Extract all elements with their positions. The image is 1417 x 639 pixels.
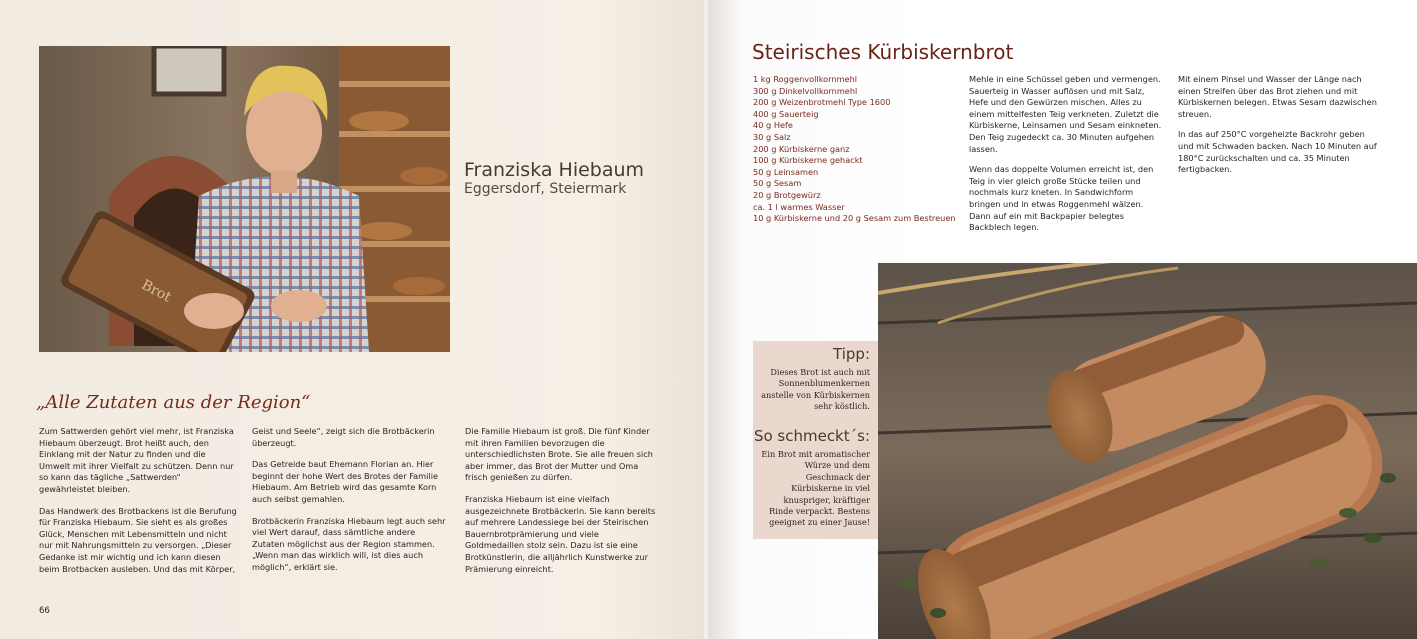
instructions-column-2 <box>1178 74 1378 185</box>
paragraph: Franziska Hiebaum ist eine vielfach ausgezeichnete Brotbäckerin. Sie kann bereits auf mehrere Landessiege bei der Steirischen Bauernbrotprämierung und viele Goldmedaillen stolz sein. Dazu ist sie eine Brotkünstlerin, die alljährlich Kunstwerke zur Prämierung einreicht. <box>465 493 656 574</box>
ingredient-item: 400 g Sauerteig <box>753 108 819 119</box>
ingredient-list <box>753 74 956 225</box>
ingredient-item: 40 g Hefe <box>753 120 793 131</box>
tip-text: Dieses Brot ist auch mit Sonnenblumenkernen anstelle von Kürbiskernen sehr köstlich. <box>761 367 870 412</box>
ingredient-item: 200 g Weizenbrotmehl Type 1600 <box>753 97 891 108</box>
ingredient-item: ca. 1 l warmes Wasser <box>753 201 845 212</box>
paragraph: Brotbäckerin Franziska Hiebaum legt auch sehr viel Wert darauf, dass sämtliche andere Zutaten möglichst aus der Region stammen. „Wenn man das wirklich will, ist dies auch möglich“, erklärt sie. <box>252 515 446 572</box>
instructions-column-1 <box>969 74 1164 243</box>
svg-text:Brot: Brot <box>138 276 174 306</box>
paragraph: Das Handwerk des Brotbackens ist die Berufung für Franziska Hiebaum. Sie sieht es als großes Glück, Menschen mit Lebensmitteln und nicht nur mit Nahrungsmitteln zu versorgen. „Dieser Gedanke ist mir wichtig und ich kann diesen beim Brotbacken ausleben. Und das mit Körper, <box>39 505 237 574</box>
tip-box <box>753 341 878 539</box>
instruction-step: Mit einem Pinsel und Wasser der Länge nach einen Streifen über das Brot ziehen und mit Kürbiskernen belegen. Etwas Sesam dazwischen streuen. <box>1178 74 1377 119</box>
baker-portrait-photo <box>39 46 450 352</box>
person-place: Eggersdorf, Steiermark <box>464 181 627 197</box>
bread-photo <box>878 263 1417 639</box>
text-column-3 <box>465 426 660 585</box>
instruction-step: Mehle in eine Schüssel geben und vermengen. Sauerteig in Wasser auflösen und mit Salz, Hefe und den Gewürzen mischen. Alles zu einem mittelfesten Teig verkneten. Zuletzt die Kürbiskerne, Leinsamen und Sesam einkneten. Den Teig zugedeckt ca. 30 Minuten aufgehen lassen. <box>969 74 1162 154</box>
taste-text: Ein Brot mit aromatischer Würze und dem Geschmack der Kürbiskerne in viel knuspriger, kräftiger Rinde verpackt. Bestens geeignet zu einer Jause! <box>761 449 870 528</box>
ingredient-item: 50 g Sesam <box>753 178 802 189</box>
text-column-2 <box>252 426 447 584</box>
paragraph: Geist und Seele“, zeigt sich die Brotbäckerin überzeugt. <box>252 426 435 448</box>
page-number: 66 <box>39 606 50 616</box>
paragraph: Die Familie Hiebaum ist groß. Die fünf Kinder mit ihren Familien bevorzugen die unterschiedlichsten Brote. Sie alle freuen sich aber immer, das Brot der Mutter und Oma frisch genießen zu dürfen. <box>465 426 653 483</box>
ingredient-item: 200 g Kürbiskerne ganz <box>753 143 850 154</box>
ingredient-item: 30 g Salz <box>753 131 791 142</box>
paragraph: Zum Sattwerden gehört viel mehr, ist Franziska Hiebaum überzeugt. Brot heißt auch, den Einklang mit der Natur zu finden und die Umwelt mit ihrer Vielfalt zu schützen. Denn nur so kann das tägliche „Sattwerden“ gewährleistet bleiben. <box>39 426 234 494</box>
tip-title: Tipp: <box>833 345 870 363</box>
text-column-1 <box>39 426 237 585</box>
right-page <box>708 0 1417 639</box>
quote-heading: „Alle Zutaten aus der Region“ <box>36 392 311 413</box>
instruction-step: In das auf 250°C vorgeheizte Backrohr geben und mit Schwaden backen. Nach 10 Minuten auf 180°C zurückschalten und ca. 35 Minuten fertigbacken. <box>1178 129 1377 175</box>
ingredient-item: 20 g Brotgewürz <box>753 189 821 200</box>
taste-title: So schmeckt´s: <box>753 427 870 445</box>
ingredient-item: 300 g Dinkelvollkornmehl <box>753 85 858 96</box>
ingredient-item: 50 g Leinsamen <box>753 166 819 177</box>
left-page <box>0 0 704 639</box>
instruction-step: Wenn das doppelte Volumen erreicht ist, den Teig in vier gleich große Stücke teilen und nochmals kurz kneten. In Sandwichform bringen und in etwas Roggenmehl wälzen. Dann auf ein mit Backpapier belegtes Backblech legen. <box>969 164 1154 233</box>
ingredient-item: 100 g Kürbiskerne gehackt <box>753 155 863 166</box>
paragraph: Das Getreide baut Ehemann Florian an. Hier beginnt der hohe Wert des Brotes der Familie Hiebaum. Am Betrieb wird das gesamte Korn auch selbst gemahlen. <box>252 459 439 504</box>
ingredient-item: 10 g Kürbiskerne und 20 g Sesam zum Bestreuen <box>753 213 956 224</box>
ingredient-item: 1 kg Roggenvollkornmehl <box>753 74 858 84</box>
person-name: Franziska Hiebaum <box>464 159 645 181</box>
recipe-title: Steirisches Kürbiskernbrot <box>752 40 1014 64</box>
